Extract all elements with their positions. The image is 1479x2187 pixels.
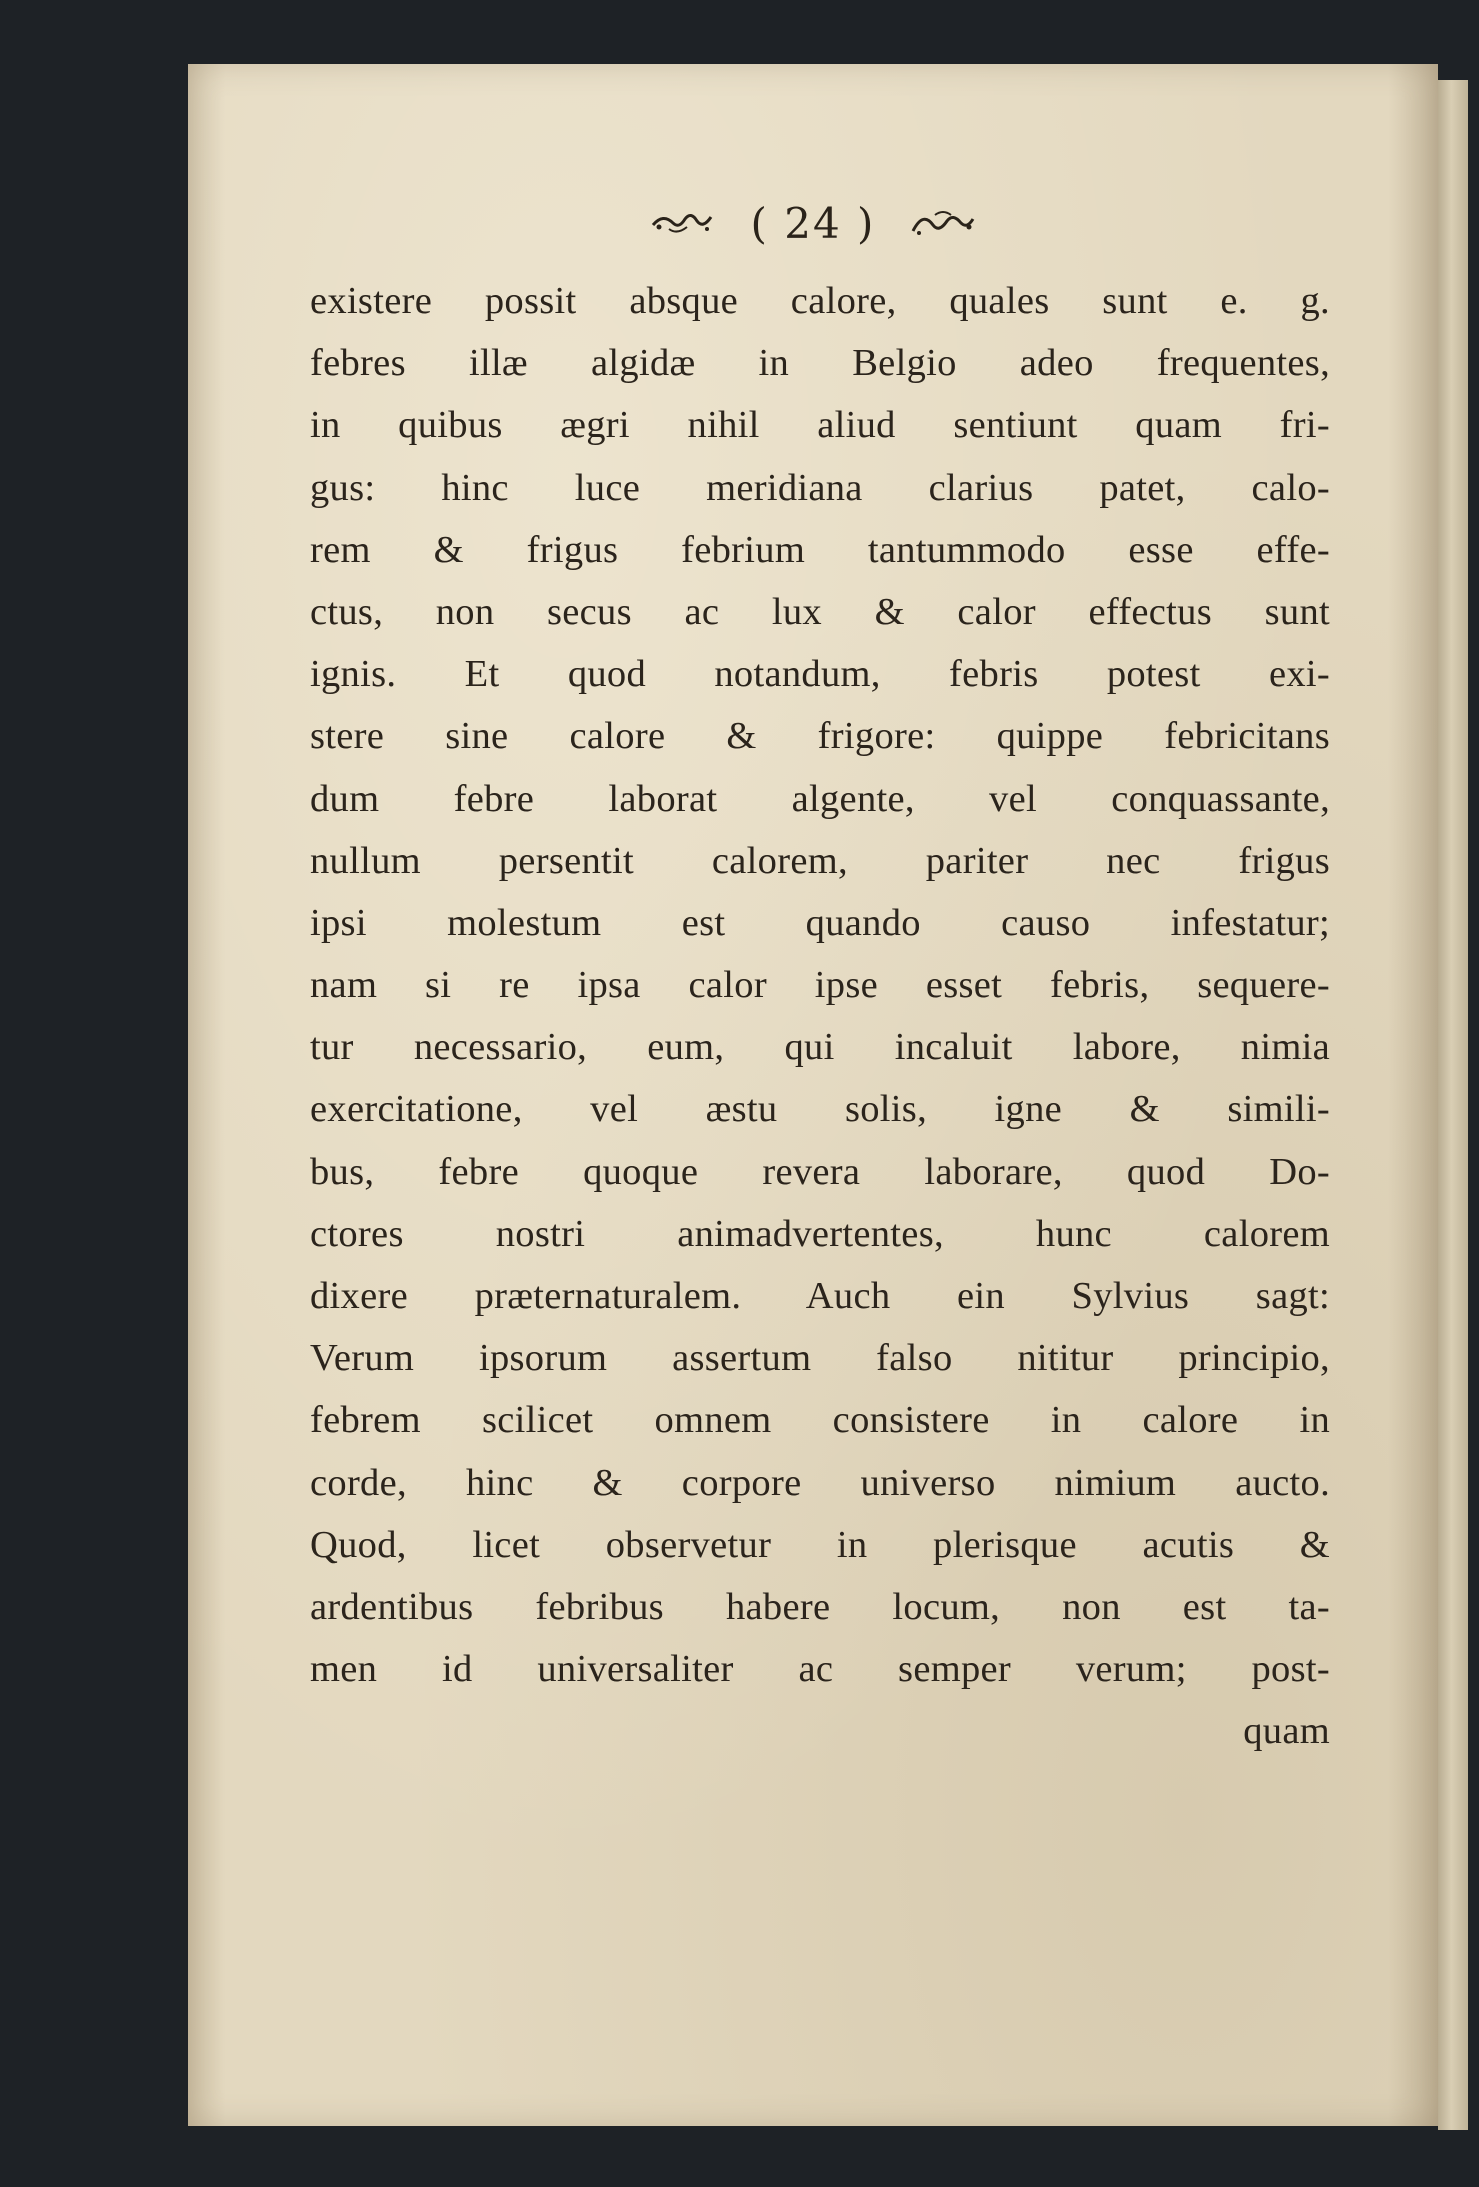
right-ornament-icon [907, 207, 977, 241]
text-line: febres illæ algidæ in Belgio adeo frequentes, [310, 342, 1330, 385]
text-line: stere sine calore & frigore: quippe febricitans [310, 715, 1330, 758]
page-number: ( 24 ) [750, 199, 876, 248]
text-line: dixere præternaturalem. Auch ein Sylvius sagt: [310, 1275, 1330, 1317]
text-line: febrem scilicet omnem consistere in calore in [310, 1399, 1330, 1442]
text-line: Quod, licet observetur in plerisque acutis & [310, 1523, 1330, 1566]
text-line: bus, febre quoque revera laborare, quod Do- [310, 1150, 1330, 1193]
text-line: ctores nostri animadvertentes, hunc calorem [310, 1212, 1330, 1255]
text-line: gus: hinc luce meridiana clarius patet, calo- [310, 466, 1330, 509]
text-line: men id universaliter ac semper verum; post- [310, 1648, 1330, 1691]
page-header [188, 199, 1438, 248]
text-line: ctus, non secus ac lux & calor effectus sunt [310, 590, 1330, 633]
text-line: nam si re ipsa calor ipse esset febris, sequere- [310, 964, 1330, 1007]
text-line: exercitatione, vel æstu solis, igne & simili- [310, 1088, 1330, 1131]
text-line: nullum persentit calorem, pariter nec frigus [310, 839, 1330, 882]
text-line: dum febre laborat algente, vel conquassante, [310, 777, 1330, 820]
text-line: Verum ipsorum assertum falso nititur principio, [310, 1337, 1330, 1380]
text-line: rem & frigus febrium tantummodo esse effe- [310, 528, 1330, 571]
left-ornament-icon [649, 207, 719, 241]
text-line: in quibus ægri nihil aliud sentiunt quam fri- [310, 404, 1330, 447]
text-line: ignis. Et quod notandum, febris potest exi- [310, 653, 1330, 696]
text-line: tur necessario, eum, qui incaluit labore, nimia [310, 1026, 1330, 1069]
catchword: quam [1243, 1710, 1330, 1753]
text-line: ipsi molestum est quando causo infestatur; [310, 901, 1330, 944]
body-text [310, 270, 1330, 1763]
text-line: existere possit absque calore, quales sunt e. g. [310, 280, 1330, 322]
next-page-edge [1438, 80, 1468, 2130]
text-line: corde, hinc & corpore universo nimium aucto. [310, 1461, 1330, 1504]
text-line: ardentibus febribus habere locum, non est ta- [310, 1585, 1330, 1628]
